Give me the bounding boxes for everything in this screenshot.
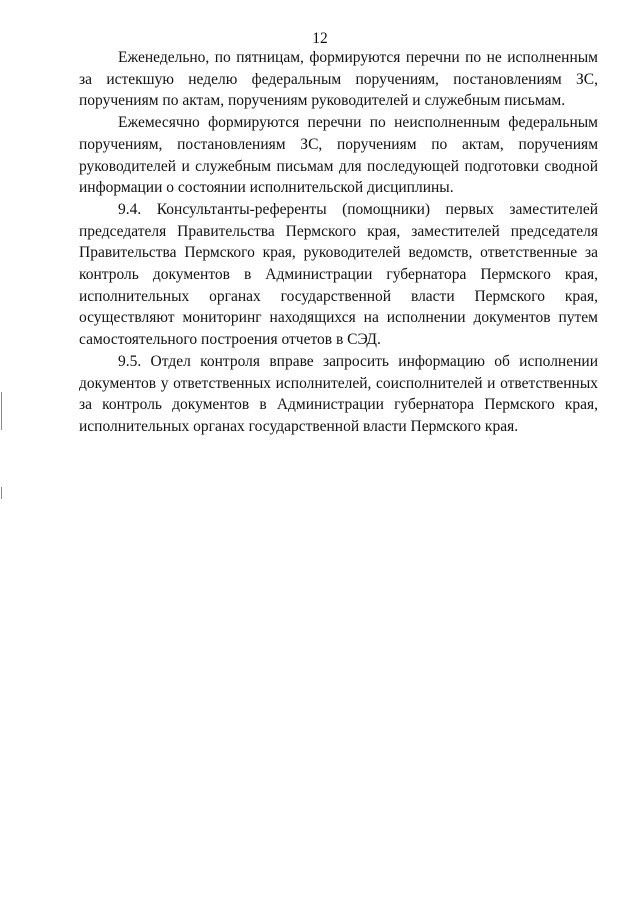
scan-edge-mark: [1, 487, 2, 499]
page-number: 12: [312, 30, 328, 47]
paragraph-9-4-consultants: 9.4. Консультанты-референты (помощники) первых заместителей председателя Правительства Пермского края, заместителей председателя Правительства Пермского края, руководителей ведомств, ответственные за контроль документов в Администрации губернатора Пермского края, исполнительных органах государственной власти Пермского края, осуществляют мониторинг находящихся на исполнении документов путем самостоятельного построения отчетов в СЭД.: [79, 200, 598, 349]
paragraph-weekly-lists: Еженедельно, по пятницам, формируются перечни по не исполненным за истекшую неделю федеральным поручениям, постановлениям ЗС, поручениям по актам, поручениям руководителей и служебным письмам.: [79, 49, 598, 110]
document-body: [79, 47, 598, 438]
paragraph-9-5-control-department: 9.5. Отдел контроля вправе запросить информацию об исполнении документов у ответственных исполнителей, соисполнителей и ответственных за контроль документов в Администрации губернатора Пермского края, исполнительных органах государственной власти Пермского края.: [79, 352, 598, 435]
scan-edge-mark: [1, 392, 2, 430]
paragraph-monthly-lists: Ежемесячно формируются перечни по неисполненным федеральным поручениям, постановлениям ЗС, поручениям по актам, поручениям руководителей и служебным письмам для последующей подготовки сводной информации о состоянии исполнительской дисциплины.: [79, 114, 598, 197]
